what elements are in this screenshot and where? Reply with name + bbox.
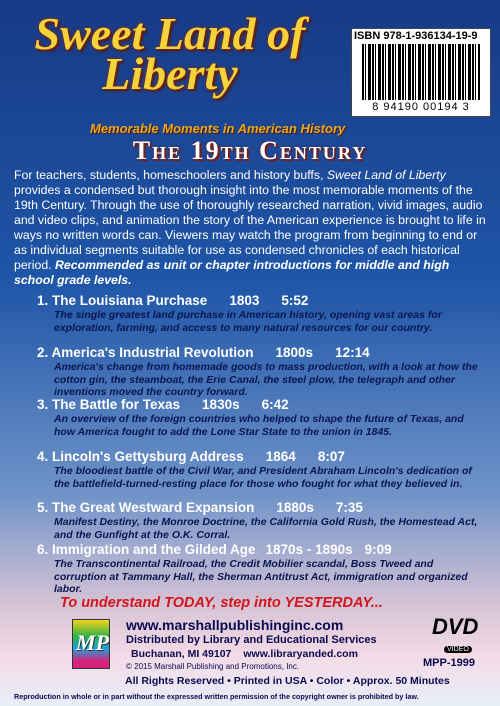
intro-text bbox=[14, 168, 490, 288]
program-year: 1803 bbox=[229, 293, 260, 308]
program-description: An overview of the foreign countries who helped to shape the future of Texas, and how America fought to add the Lone Star State to the union in 1845. bbox=[54, 413, 464, 438]
program-description: America's change from homemade goods to mass production, with a look at how the cotton gin, the steamboat, the Erie Canal, the steel plow, the telegraph and other inventions moved the country forward. bbox=[54, 361, 478, 398]
program-description: The single greatest land purchase in American history, opening vast areas for exploration, farming, and access to many natural resources for our country. bbox=[54, 309, 442, 334]
program-item bbox=[37, 449, 497, 490]
program-item bbox=[37, 345, 497, 399]
program-year: 1830s bbox=[202, 397, 240, 412]
rights-line: All Rights Reserved • Printed in USA • Color • Approx. 50 Minutes bbox=[125, 675, 450, 687]
intro-part-2: provides a condensed but thorough insight into the most memorable moments of the 19th Century. Through the use of thoroughly researched narration, vivid images, audio and video clips, and animation the story of the American experience is brought to life in ways no written words can. Viewers may watch the program from beginning to end or as individual segments suitable for use as condensed chronicles of each historical period. bbox=[14, 183, 486, 272]
library-website[interactable]: www.libraryanded.com bbox=[243, 648, 358, 660]
program-title: 2. America's Industrial Revolution bbox=[37, 345, 254, 360]
program-title: 6. Immigration and the Gilded Age bbox=[37, 542, 256, 557]
program-title: 5. The Great Westward Expansion bbox=[37, 500, 255, 515]
title: Sweet Land of Liberty bbox=[34, 8, 306, 99]
address: Buchanan, MI 49107 bbox=[131, 648, 232, 660]
program-time: 9:09 bbox=[364, 542, 392, 557]
program-time: 7:35 bbox=[335, 500, 363, 515]
distributor-line: Distributed by Library and Educational Services bbox=[126, 634, 377, 646]
program-title: 4. Lincoln's Gettysburg Address bbox=[37, 449, 244, 464]
program-description: The Transcontinental Railroad, the Credit Mobilier scandal, Boss Tweed and corruption at Tammany Hall, the Sherman Antitrust Act, immigration and organized labor. bbox=[54, 558, 468, 595]
distributor-address bbox=[131, 648, 370, 660]
dvd-logo-sub: VIDEO bbox=[444, 646, 472, 653]
program-item bbox=[37, 500, 497, 541]
program-time: 8:07 bbox=[317, 449, 345, 464]
isbn: ISBN 978-1-936134-19-9 bbox=[354, 30, 478, 42]
barcode-label bbox=[351, 28, 491, 117]
logo-letters: MP bbox=[76, 630, 109, 655]
program-item bbox=[37, 542, 497, 596]
program-description: The bloodiest battle of the Civil War, and President Abraham Lincoln's dedication of the battlefield-turned-resting place for those who fought for what they believed in. bbox=[54, 465, 472, 490]
program-year: 1800s bbox=[275, 345, 314, 360]
copyright-notice: © 2015 Marshall Publishing and Promotions, Inc. bbox=[126, 662, 300, 671]
century-heading: The 19th Century bbox=[132, 136, 368, 165]
intro-part-1: For teachers, students, homeschoolers and history buffs, bbox=[14, 168, 327, 182]
program-time: 5:52 bbox=[281, 293, 309, 308]
subtitle: Memorable Moments in American History bbox=[90, 121, 346, 136]
intro-recommendation: Recommended as unit or chapter introductions for middle and high school grade levels. bbox=[14, 258, 450, 287]
program-time: 6:42 bbox=[261, 397, 289, 412]
program-time: 12:14 bbox=[335, 345, 370, 360]
product-code: MPP-1999 bbox=[423, 657, 475, 669]
intro-title-em: Sweet Land of Liberty bbox=[326, 168, 446, 182]
publisher-website[interactable]: www.marshallpublishinginc.com bbox=[126, 617, 344, 633]
program-item bbox=[37, 293, 497, 334]
program-year: 1870s - 1890s bbox=[265, 542, 353, 557]
dvd-video-logo bbox=[432, 614, 488, 653]
program-description: Manifest Destiny, the Monroe Doctrine, the California Gold Rush, the Homestead Act, and the Gunfight at the O.K. Corral. bbox=[54, 516, 478, 541]
publisher-logo bbox=[72, 619, 110, 669]
program-year: 1864 bbox=[265, 449, 296, 464]
reproduction-notice: Reproduction in whole or in part without the expressed written permission of the copyright owner is prohibited by law. bbox=[14, 692, 419, 701]
program-item bbox=[37, 397, 497, 438]
program-year: 1880s bbox=[276, 500, 314, 515]
program-title: 1. The Louisiana Purchase bbox=[37, 293, 208, 308]
dvd-logo-text: DVD bbox=[432, 614, 479, 639]
barcode-number: 8 94190 00194 3 bbox=[372, 101, 470, 113]
program-title: 3. The Battle for Texas bbox=[37, 397, 181, 412]
slogan: To understand TODAY, step into YESTERDAY... bbox=[60, 595, 383, 611]
barcode-bars bbox=[362, 44, 480, 100]
